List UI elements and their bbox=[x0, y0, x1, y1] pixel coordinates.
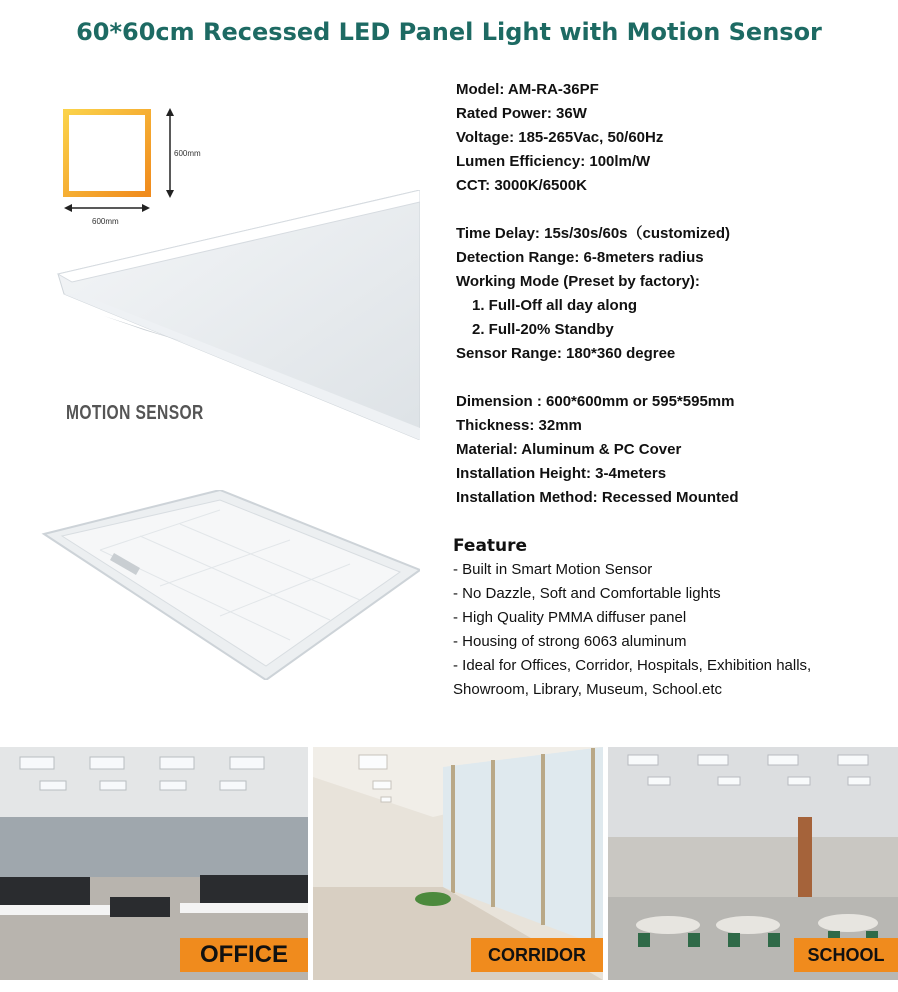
spec-working-mode: Working Mode (Preset by factory): bbox=[456, 273, 700, 290]
spec-lumen-efficiency: Lumen Efficiency: 100lm/W bbox=[456, 153, 651, 170]
spec-material: Material: Aluminum & PC Cover bbox=[456, 441, 682, 458]
office-photo bbox=[0, 747, 308, 980]
feature-item: - High Quality PMMA diffuser panel bbox=[453, 609, 687, 626]
spec-voltage: Voltage: 185-265Vac, 50/60Hz bbox=[456, 129, 664, 146]
feature-item: - Housing of strong 6063 aluminum bbox=[453, 633, 687, 650]
school-photo bbox=[608, 747, 898, 980]
feature-item: - Built in Smart Motion Sensor bbox=[453, 561, 653, 578]
spec-time-delay: Time Delay: 15s/30s/60s（customized) bbox=[456, 225, 731, 242]
corridor-photo bbox=[313, 747, 603, 980]
feature-item: - Ideal for Offices, Corridor, Hospitals, Exhibition halls, bbox=[453, 657, 812, 674]
motion-sensor-label: MOTION SENSOR bbox=[66, 402, 204, 424]
feature-heading: Feature bbox=[453, 536, 528, 556]
corridor-badge: CORRIDOR bbox=[471, 938, 603, 972]
spec-installation-method: Installation Method: Recessed Mounted bbox=[456, 489, 739, 506]
panel-back-image bbox=[40, 490, 420, 680]
spec-rated-power: Rated Power: 36W bbox=[456, 105, 587, 122]
spec-sensor-range: Sensor Range: 180*360 degree bbox=[456, 345, 676, 362]
feature-item: Showroom, Library, Museum, School.etc bbox=[453, 681, 722, 698]
width-dimension-label: 600mm bbox=[92, 217, 119, 226]
spec-installation-height: Installation Height: 3-4meters bbox=[456, 465, 667, 482]
spec-mode-1: 1. Full-Off all day along bbox=[472, 297, 638, 314]
spec-thickness: Thickness: 32mm bbox=[456, 417, 582, 434]
height-dimension-label: 600mm bbox=[174, 149, 201, 158]
spec-detection-range: Detection Range: 6-8meters radius bbox=[456, 249, 704, 266]
office-badge: OFFICE bbox=[180, 938, 308, 972]
spec-model: Model: AM-RA-36PF bbox=[456, 81, 599, 98]
specifications bbox=[456, 78, 886, 510]
panel-frame-icon bbox=[66, 112, 148, 194]
page-title: 60*60cm Recessed LED Panel Light with Motion Sensor bbox=[76, 18, 822, 46]
spec-dimension: Dimension : 600*600mm or 595*595mm bbox=[456, 393, 735, 410]
spec-cct: CCT: 3000K/6500K bbox=[456, 177, 587, 194]
feature-item: - No Dazzle, Soft and Comfortable lights bbox=[453, 585, 721, 602]
spec-mode-2: 2. Full-20% Standby bbox=[472, 321, 614, 338]
school-badge: SCHOOL bbox=[794, 938, 898, 972]
feature-list bbox=[453, 558, 893, 702]
